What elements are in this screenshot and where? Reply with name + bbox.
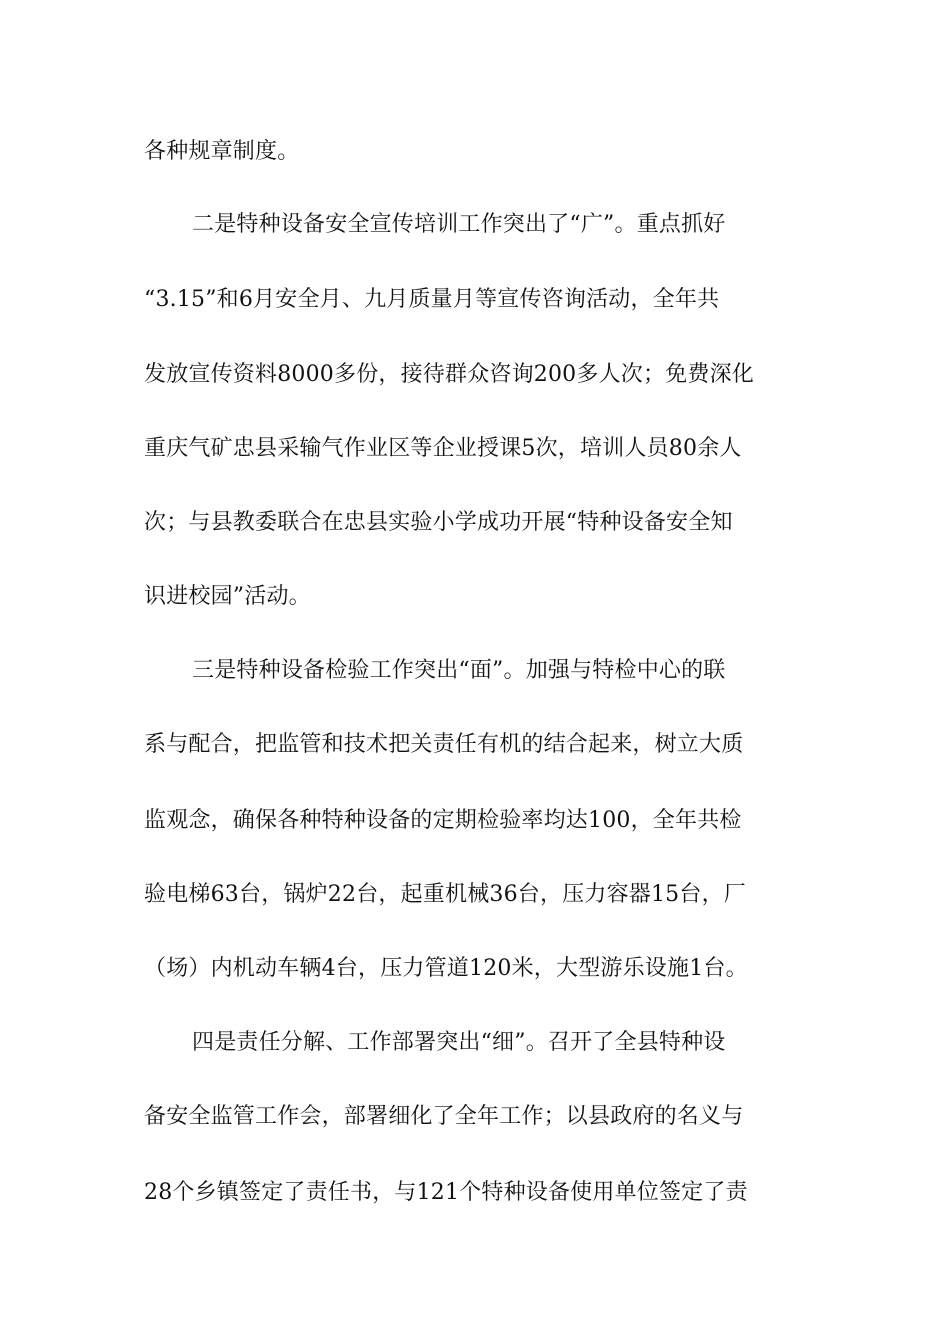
paragraph-4-line-2: 备安全监管工作会，部署细化了全年工作；以县政府的名义与 <box>144 1104 744 1129</box>
paragraph-3-line-4: 验电梯63台，锅炉22台，起重机械36台，压力容器15台，厂 <box>144 882 746 907</box>
paragraph-3-line-5: （场）内机动车辆4台，压力管道120米，大型游乐设施1台。 <box>144 956 748 981</box>
paragraph-2-line-3: 发放宣传资料8000多份，接待群众咨询200多人次；免费深化 <box>144 362 754 387</box>
paragraph-2-line-4: 重庆气矿忠县采输气作业区等企业授课5次，培训人员80余人 <box>144 436 742 461</box>
paragraph-2-line-1: 二是特种设备安全宣传培训工作突出了“广”。重点抓好 <box>192 212 726 237</box>
paragraph-3-line-1: 三是特种设备检验工作突出“面”。加强与特检中心的联 <box>192 658 726 683</box>
paragraph-2-line-2: “3.15”和6月安全月、九月质量月等宣传咨询活动，全年共 <box>144 287 720 312</box>
paragraph-3-line-2: 系与配合，把监管和技术把关责任有机的结合起来，树立大质 <box>144 732 744 757</box>
paragraph-2-line-6: 识进校园”活动。 <box>144 584 311 609</box>
paragraph-4-line-1: 四是责任分解、工作部署突出“细”。召开了全县特种设 <box>192 1030 726 1055</box>
paragraph-3-line-3: 监观念，确保各种特种设备的定期检验率均达100，全年共检 <box>144 808 742 833</box>
paragraph-2-line-5: 次；与县教委联合在忠县实验小学成功开展“特种设备安全知 <box>144 510 733 535</box>
paragraph-4-line-3: 28个乡镇签定了责任书，与121个特种设备使用单位签定了责 <box>144 1180 748 1205</box>
paragraph-1-line-1: 各种规章制度。 <box>144 139 300 164</box>
